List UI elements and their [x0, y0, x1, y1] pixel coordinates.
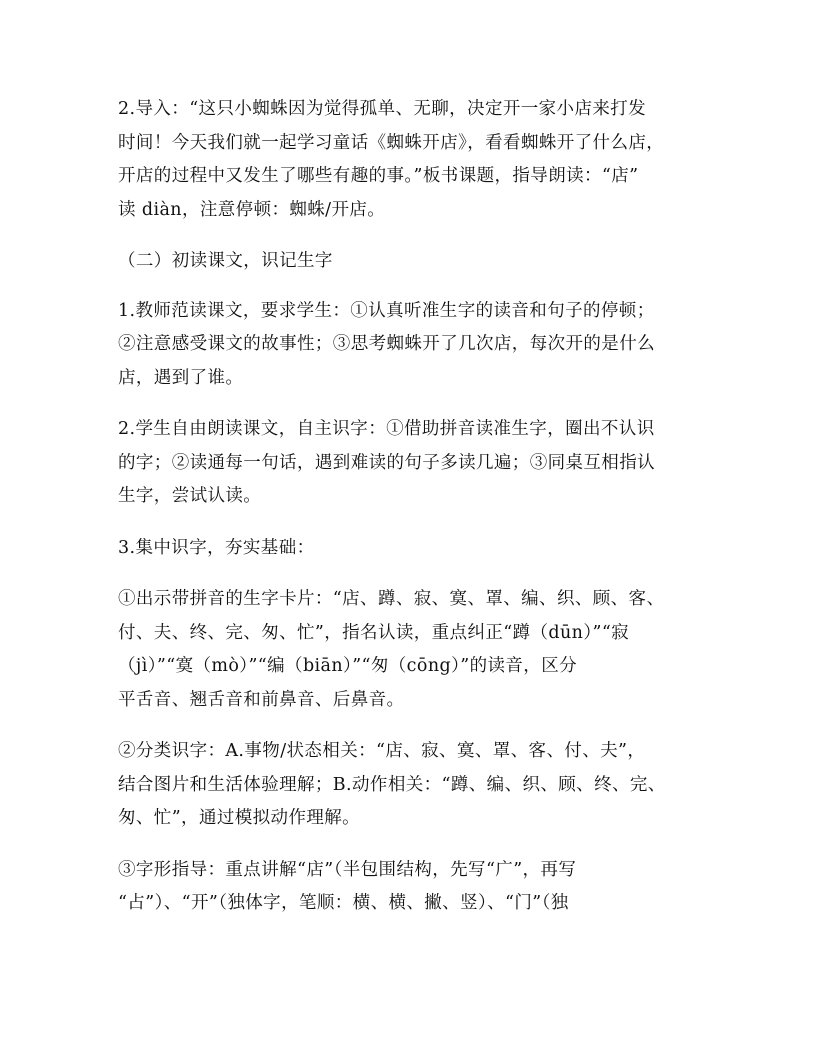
- paragraph-intro: [118, 93, 708, 227]
- text-line: （jì）”“寞（mò）”“编（biān）”“匆（cōng）”的读音，区分: [118, 656, 577, 676]
- text-line: “占”）、“开”（独体字，笔顺：横、横、撇、竖）、“门”（独: [118, 893, 569, 913]
- paragraph-step1: [118, 295, 708, 396]
- text-line: 2.导入：“这只小蜘蛛因为觉得孤单、无聊，决定开一家小店来打发: [118, 99, 647, 119]
- paragraph-step3-a: [118, 583, 708, 717]
- paragraph-step3-b: [118, 735, 708, 836]
- text-line: ②分类识字：A.事物/状态相关：“店、寂、寞、罩、客、付、夫”，: [118, 741, 646, 761]
- text-line: 2.学生自由朗读课文，自主识字：①借助拼音读准生字，圈出不认识: [118, 419, 655, 439]
- text-line: 开店的过程中又发生了哪些有趣的事。”板书课题，指导朗读：“店”: [118, 166, 639, 186]
- text-line: （二）初读课文，识记生字: [118, 251, 333, 271]
- text-line: ②注意感受课文的故事性；③思考蜘蛛开了几次店，每次开的是什么: [118, 334, 655, 354]
- text-line: 平舌音、翘舌音和前鼻音、后鼻音。: [118, 689, 405, 710]
- text-line: 读 diàn，注意停顿：蜘蛛/开店。: [118, 199, 386, 220]
- paragraph-step3: [118, 532, 708, 566]
- text-line: 匆、忙”，通过模拟动作理解。: [118, 808, 361, 828]
- paragraph-step3-c: [118, 854, 708, 921]
- document-body: [118, 93, 708, 939]
- text-line: 结合图片和生活体验理解；B.动作相关：“蹲、编、织、顾、终、完、: [118, 774, 666, 795]
- text-line: ③字形指导：重点讲解“店”（半包围结构，先写“广”，再写: [118, 859, 577, 880]
- text-line: 付、夫、终、完、匆、忙”，指名认读，重点纠正“蹲（dūn）”“寂: [118, 622, 630, 643]
- paragraph-step2: [118, 413, 708, 514]
- section-heading: [118, 245, 708, 279]
- text-line: 1.教师范读课文，要求学生：①认真听准生字的读音和句子的停顿；: [118, 300, 655, 321]
- text-line: 生字，尝试认读。: [118, 486, 262, 506]
- text-line: 3.集中识字，夯实基础：: [118, 537, 315, 558]
- text-line: ①出示带拼音的生字卡片：“店、蹲、寂、寞、罩、编、织、顾、客、: [118, 589, 665, 609]
- text-line: 时间！今天我们就一起学习童话《蜘蛛开店》，看看蜘蛛开了什么店，: [118, 132, 665, 153]
- text-line: 店，遇到了谁。: [118, 367, 244, 388]
- text-line: 的字；②读通每一句话，遇到难读的句子多读几遍；③同桌互相指认: [118, 452, 655, 473]
